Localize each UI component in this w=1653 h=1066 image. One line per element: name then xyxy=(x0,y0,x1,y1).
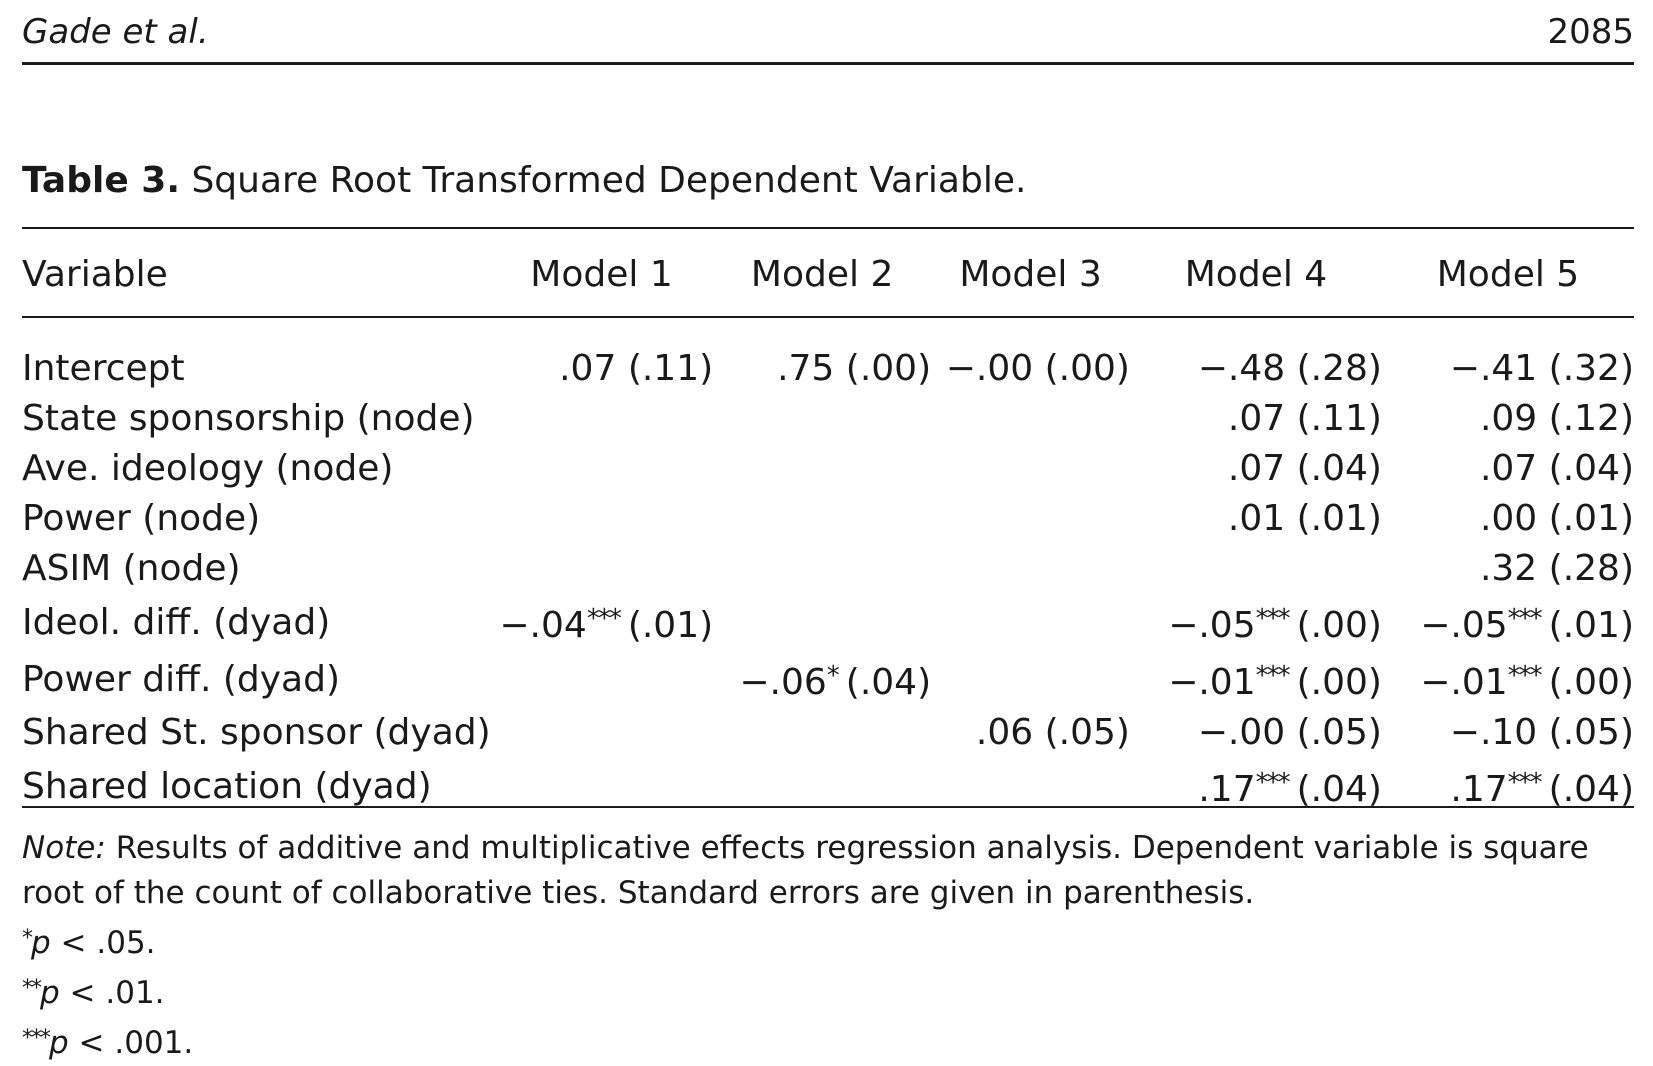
coefficient-value: .01 xyxy=(1227,498,1286,539)
standard-error: (.05) xyxy=(1548,712,1634,753)
header-row xyxy=(22,244,1634,316)
variable-cell: Power diff. (dyad) xyxy=(22,658,340,700)
coefficient-value: .07 xyxy=(1479,448,1538,489)
standard-error: (.04) xyxy=(845,662,932,703)
variable-cell: Ave. ideology (node) xyxy=(22,448,394,489)
significance-stars: * xyxy=(22,926,31,951)
standard-error: (.12) xyxy=(1548,398,1634,439)
significance-stars: *** xyxy=(1507,661,1541,691)
coefficient-cell-model-2 xyxy=(713,494,931,544)
standard-error: (.01) xyxy=(627,605,714,646)
coefficient-cell-model-4 xyxy=(1130,344,1382,394)
coefficient-cell-model-5 xyxy=(1382,394,1634,444)
coefficient-cell-model-3 xyxy=(931,394,1130,444)
significance-stars: *** xyxy=(1255,768,1289,798)
table-row xyxy=(22,344,1634,394)
coefficient-value: −.01 xyxy=(1420,662,1508,703)
coefficient-value: .17 xyxy=(1450,769,1508,810)
coefficient-cell-model-2 xyxy=(713,394,931,444)
coefficient-cell-model-5 xyxy=(1382,594,1634,651)
standard-error: (.04) xyxy=(1548,448,1634,489)
table-row xyxy=(22,494,1634,544)
coefficient-value: −.05 xyxy=(1420,605,1508,646)
coefficient-cell-model-2 xyxy=(713,444,931,494)
table-spacer-row xyxy=(22,316,1634,344)
running-head: Gade et al. xyxy=(22,12,209,52)
coefficient-cell-model-4 xyxy=(1130,758,1382,815)
variable-cell: Shared location (dyad) xyxy=(22,765,432,807)
significance-note xyxy=(22,916,1634,966)
coefficient-value: .75 xyxy=(777,348,835,389)
coefficient-value: −.06 xyxy=(739,662,827,703)
coefficient-cell-model-5 xyxy=(1382,544,1634,594)
coefficient-cell-model-1 xyxy=(490,394,713,444)
significance-threshold: < .001. xyxy=(78,1025,194,1061)
table-body xyxy=(22,316,1634,815)
significance-stars: *** xyxy=(22,1026,49,1051)
standard-error: (.28) xyxy=(1296,348,1382,389)
coefficient-cell-model-1 xyxy=(490,494,713,544)
coefficient-cell-model-2 xyxy=(713,544,931,594)
significance-p: p xyxy=(49,1025,69,1061)
coefficient-cell-model-1 xyxy=(490,651,713,708)
coefficient-cell-model-1 xyxy=(490,544,713,594)
note-text: Results of additive and multiplicative effects regression analysis. Dependent variable is square root of the count of collaborative ties. Standard errors are given in parenthesis. xyxy=(22,830,1589,911)
coefficient-cell-model-5 xyxy=(1382,344,1634,394)
coefficient-value: −.00 xyxy=(1197,712,1286,753)
coefficient-cell-model-3 xyxy=(931,344,1130,394)
table-caption-label: Table 3. xyxy=(22,160,180,201)
significance-stars: ** xyxy=(22,976,40,1001)
table-caption-text: Square Root Transformed Dependent Variable. xyxy=(191,160,1027,201)
standard-error: (.01) xyxy=(1296,498,1382,539)
column-header-model-2: Model 2 xyxy=(750,254,894,295)
coefficient-value: .32 xyxy=(1479,548,1538,589)
variable-cell: Ideol. diff. (dyad) xyxy=(22,601,331,643)
coefficient-cell-model-3 xyxy=(931,444,1130,494)
note-paragraph xyxy=(22,826,1634,916)
standard-error: (.00) xyxy=(1044,348,1130,389)
coefficient-cell-model-2 xyxy=(713,758,931,815)
coefficient-cell-model-4 xyxy=(1130,708,1382,758)
page-number: 2085 xyxy=(1547,12,1634,52)
spacer-cell xyxy=(22,316,1634,344)
coefficient-cell-model-4 xyxy=(1130,544,1382,594)
significance-note xyxy=(22,966,1634,1016)
table-row xyxy=(22,544,1634,594)
significance-stars: *** xyxy=(1255,604,1289,634)
coefficient-value: −.05 xyxy=(1168,605,1256,646)
significance-threshold: < .01. xyxy=(69,975,165,1011)
standard-error: (.00) xyxy=(1296,662,1382,703)
column-header-variable: Variable xyxy=(22,254,168,295)
coefficient-cell-model-4 xyxy=(1130,444,1382,494)
coefficient-cell-model-4 xyxy=(1130,651,1382,708)
variable-cell: State sponsorship (node) xyxy=(22,398,475,439)
coefficient-cell-model-3 xyxy=(931,594,1130,651)
table-row xyxy=(22,394,1634,444)
variable-cell: Intercept xyxy=(22,348,185,389)
standard-error: (.11) xyxy=(627,348,714,389)
significance-note xyxy=(22,1016,1634,1066)
column-header-model-4: Model 4 xyxy=(1184,254,1328,295)
standard-error: (.32) xyxy=(1548,348,1634,389)
coefficient-cell-model-5 xyxy=(1382,708,1634,758)
coefficient-value: .09 xyxy=(1479,398,1538,439)
table-row xyxy=(22,594,1634,651)
coefficient-cell-model-4 xyxy=(1130,394,1382,444)
coefficient-cell-model-3 xyxy=(931,651,1130,708)
results-table xyxy=(22,244,1634,815)
coefficient-cell-model-1 xyxy=(490,444,713,494)
table-row xyxy=(22,758,1634,815)
table-row xyxy=(22,444,1634,494)
coefficient-cell-model-5 xyxy=(1382,444,1634,494)
significance-stars: *** xyxy=(586,604,620,634)
table-notes xyxy=(22,826,1634,1066)
significance-stars: *** xyxy=(1255,661,1289,691)
page-header xyxy=(22,6,1634,58)
standard-error: (.28) xyxy=(1548,548,1634,589)
coefficient-value: −.41 xyxy=(1449,348,1538,389)
significance-stars: *** xyxy=(1507,768,1541,798)
variable-cell: Power (node) xyxy=(22,498,261,539)
standard-error: (.04) xyxy=(1296,448,1382,489)
coefficient-cell-model-2 xyxy=(713,651,931,708)
coefficient-cell-model-1 xyxy=(490,758,713,815)
table-head xyxy=(22,244,1634,316)
column-header-model-5: Model 5 xyxy=(1436,254,1580,295)
coefficient-value: −.48 xyxy=(1197,348,1286,389)
standard-error: (.05) xyxy=(1044,712,1130,753)
table-row xyxy=(22,651,1634,708)
standard-error: (.04) xyxy=(1296,769,1382,810)
standard-error: (.04) xyxy=(1548,769,1634,810)
coefficient-value: .07 xyxy=(1227,398,1286,439)
coefficient-value: −.01 xyxy=(1168,662,1256,703)
coefficient-cell-model-2 xyxy=(713,344,931,394)
significance-p: p xyxy=(40,975,60,1011)
coefficient-cell-model-5 xyxy=(1382,758,1634,815)
coefficient-value: .17 xyxy=(1198,769,1256,810)
variable-cell: ASIM (node) xyxy=(22,548,241,589)
coefficient-value: .00 xyxy=(1479,498,1538,539)
coefficient-cell-model-5 xyxy=(1382,494,1634,544)
coefficient-value: −.00 xyxy=(945,348,1034,389)
standard-error: (.00) xyxy=(1296,605,1382,646)
standard-error: (.01) xyxy=(1548,605,1634,646)
column-header-model-1: Model 1 xyxy=(530,254,673,295)
coefficient-cell-model-2 xyxy=(713,594,931,651)
significance-p: p xyxy=(31,925,51,961)
column-header-model-3: Model 3 xyxy=(959,254,1102,295)
table-caption xyxy=(22,160,1026,201)
coefficient-cell-model-3 xyxy=(931,758,1130,815)
note-label: Note: xyxy=(22,830,106,866)
coefficient-cell-model-3 xyxy=(931,494,1130,544)
significance-stars: *** xyxy=(1507,604,1541,634)
coefficient-cell-model-3 xyxy=(931,708,1130,758)
variable-cell: Shared St. sponsor (dyad) xyxy=(22,712,491,753)
coefficient-cell-model-4 xyxy=(1130,594,1382,651)
standard-error: (.01) xyxy=(1548,498,1634,539)
standard-error: (.00) xyxy=(845,348,932,389)
journal-page xyxy=(22,0,1634,1061)
significance-stars: * xyxy=(826,661,838,691)
coefficient-cell-model-3 xyxy=(931,544,1130,594)
coefficient-cell-model-1 xyxy=(490,708,713,758)
table-row xyxy=(22,708,1634,758)
coefficient-value: .07 xyxy=(1227,448,1286,489)
table-top-rule xyxy=(22,227,1634,229)
coefficient-value: −.10 xyxy=(1449,712,1538,753)
coefficient-value: −.04 xyxy=(499,605,587,646)
coefficient-cell-model-2 xyxy=(713,708,931,758)
standard-error: (.11) xyxy=(1296,398,1382,439)
header-rule xyxy=(22,62,1634,65)
coefficient-value: .07 xyxy=(559,348,617,389)
coefficient-cell-model-5 xyxy=(1382,651,1634,708)
significance-threshold: < .05. xyxy=(60,925,156,961)
coefficient-cell-model-1 xyxy=(490,594,713,651)
coefficient-value: .06 xyxy=(975,712,1034,753)
standard-error: (.05) xyxy=(1296,712,1382,753)
coefficient-cell-model-1 xyxy=(490,344,713,394)
standard-error: (.00) xyxy=(1548,662,1634,703)
coefficient-cell-model-4 xyxy=(1130,494,1382,544)
